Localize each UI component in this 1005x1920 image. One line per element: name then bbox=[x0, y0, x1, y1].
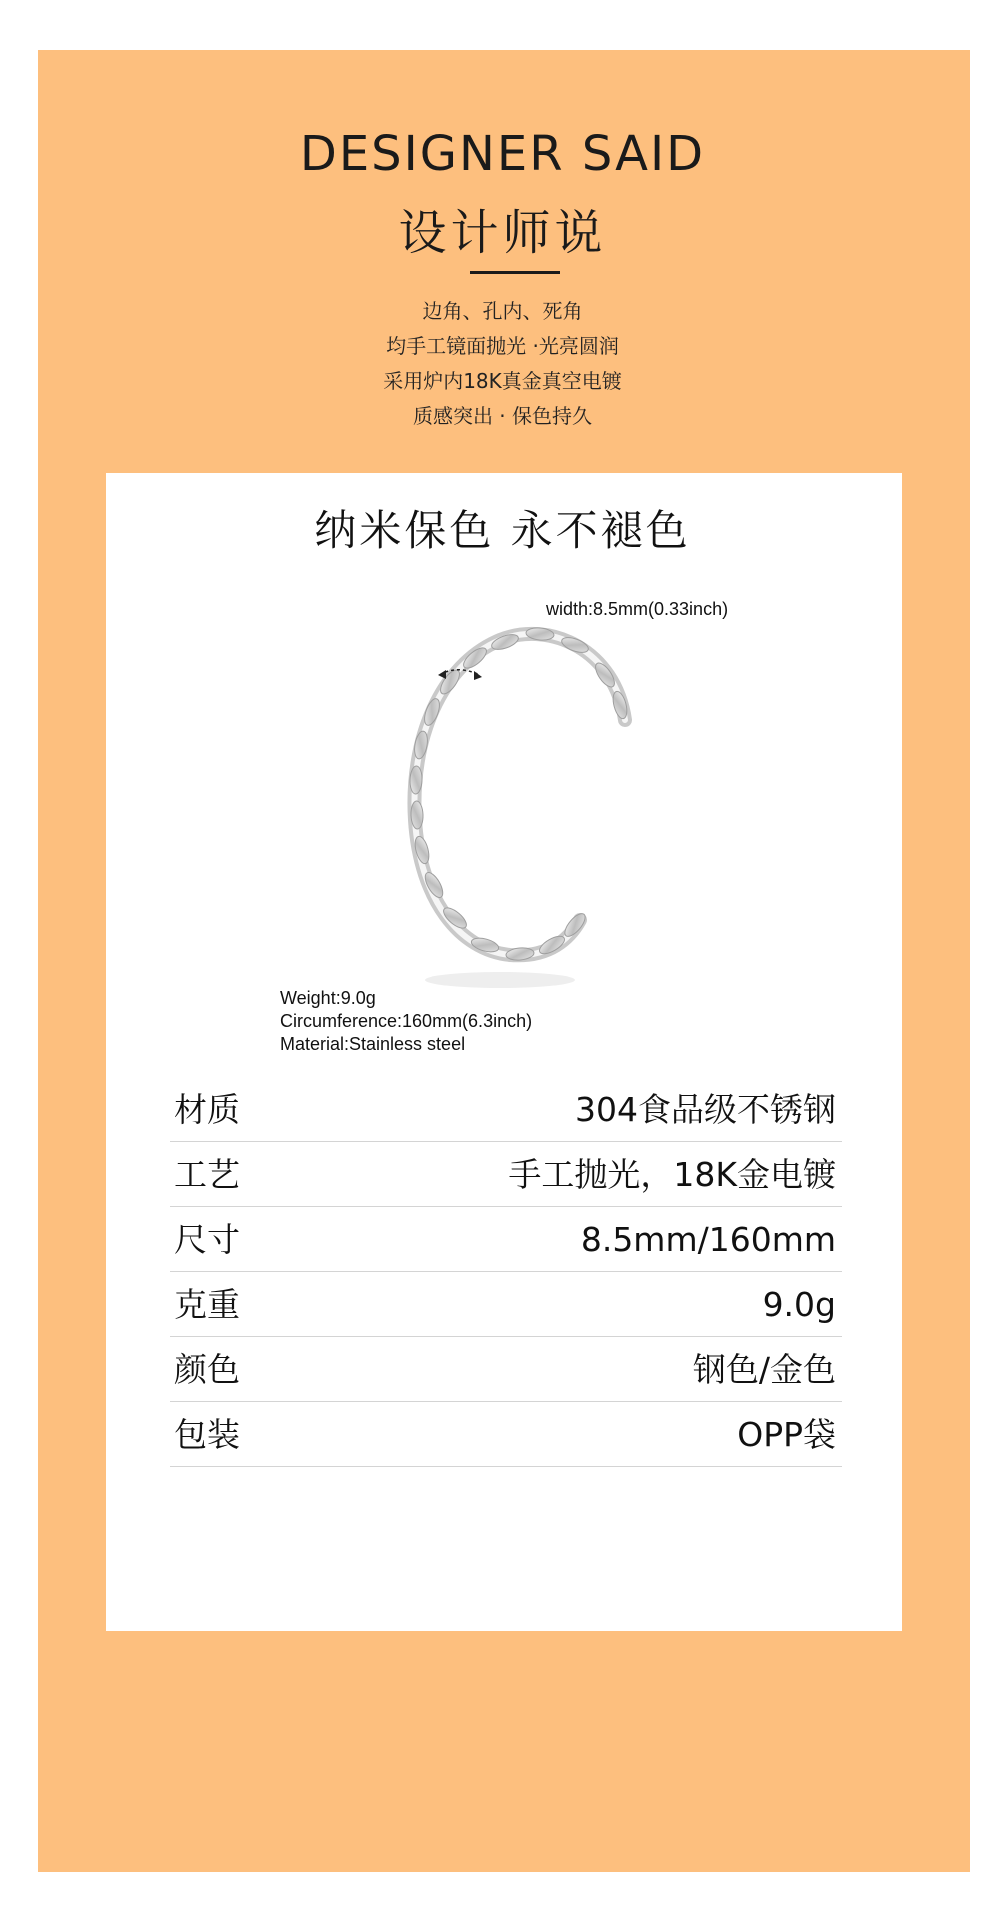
circumference-label: Circumference:160mm(6.3inch) bbox=[280, 1011, 533, 1031]
spec-key: 尺寸 bbox=[174, 1219, 240, 1259]
spec-row-material bbox=[170, 1077, 842, 1142]
description-line: 边角、孔内、死角 bbox=[422, 299, 583, 323]
bracelet-image bbox=[380, 620, 660, 1000]
description-line: 采用炉内18K真金真空电镀 bbox=[383, 369, 622, 393]
designer-said-title: DESIGNER SAID bbox=[299, 126, 706, 182]
spec-key: 材质 bbox=[174, 1089, 240, 1129]
spec-row-size bbox=[170, 1207, 842, 1272]
description-line: 质感突出 · 保色持久 bbox=[412, 404, 593, 428]
spec-table bbox=[170, 1077, 842, 1467]
spec-key: 包装 bbox=[174, 1414, 240, 1454]
spec-key: 颜色 bbox=[174, 1349, 240, 1389]
spec-value: 304食品级不锈钢 bbox=[575, 1089, 836, 1129]
width-label: width:8.5mm(0.33inch) bbox=[546, 599, 729, 619]
spec-row-packaging bbox=[170, 1402, 842, 1467]
spec-key: 克重 bbox=[174, 1284, 240, 1324]
spec-row-color bbox=[170, 1337, 842, 1402]
designer-said-title-chinese: 设计师说 bbox=[398, 205, 607, 261]
designer-description bbox=[0, 294, 1005, 434]
material-label: Material:Stainless steel bbox=[280, 1034, 466, 1054]
spec-key: 工艺 bbox=[174, 1154, 240, 1194]
spec-value: 9.0g bbox=[762, 1284, 836, 1324]
spec-value: OPP袋 bbox=[737, 1414, 836, 1454]
spec-row-weight bbox=[170, 1272, 842, 1337]
description-line: 均手工镜面抛光 ·光亮圆润 bbox=[386, 334, 619, 358]
spec-value: 钢色/金色 bbox=[692, 1349, 836, 1389]
spec-value: 手工抛光，18K金电镀 bbox=[508, 1154, 836, 1194]
card-heading: 纳米保色 永不褪色 bbox=[314, 506, 691, 555]
spec-value: 8.5mm/160mm bbox=[580, 1219, 836, 1259]
spec-row-craft bbox=[170, 1142, 842, 1207]
weight-label: Weight:9.0g bbox=[280, 988, 376, 1008]
title-divider bbox=[470, 271, 560, 274]
